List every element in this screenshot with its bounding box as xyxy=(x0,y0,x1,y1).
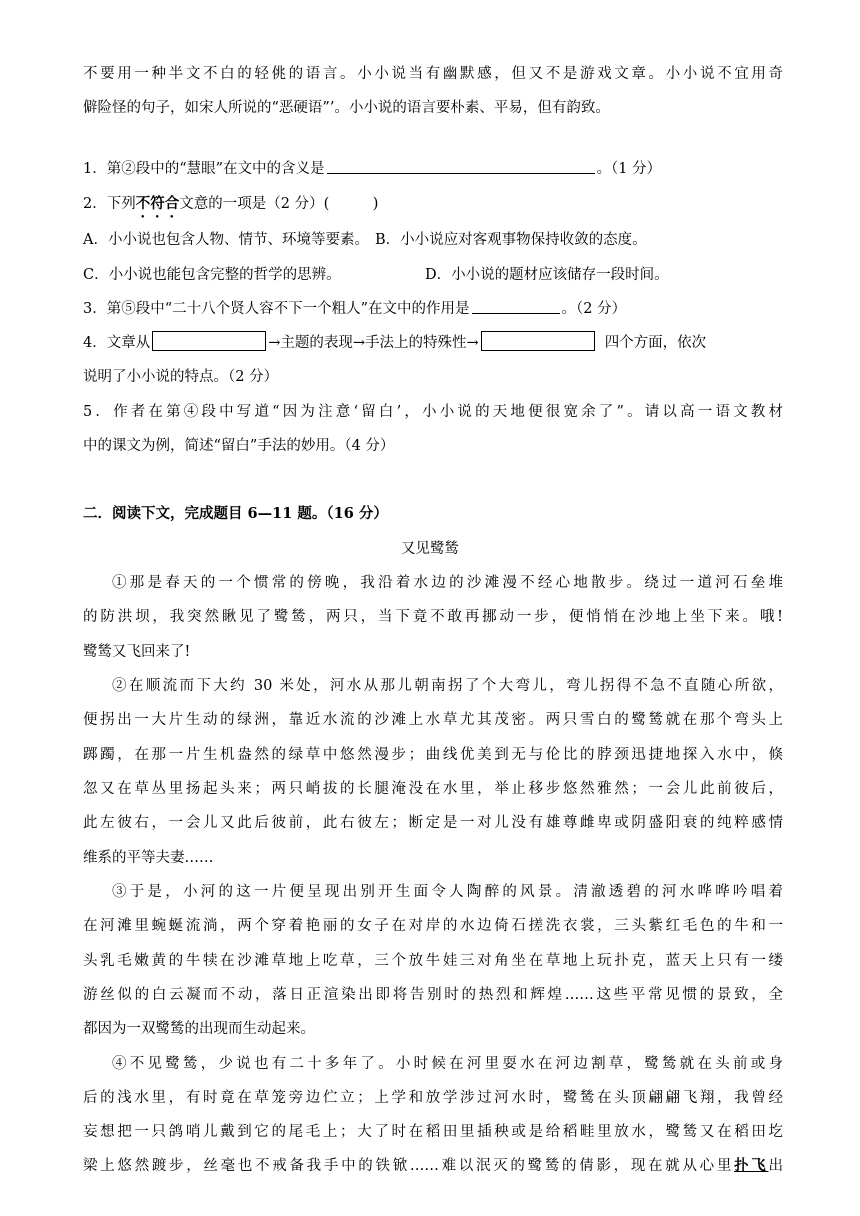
passage-line: 妄想把一只鸽哨儿戴到它的尾毛上；大了时在稻田里插秧或是给稻畦里放水，鹭鸶又在稻田圪 xyxy=(83,1124,783,1140)
question-1-text: 1．第②段中的“慧眼”在文中的含义是 xyxy=(83,161,325,177)
option-row-ab xyxy=(83,223,783,257)
passage-line: 游丝似的白云凝而不动，落日正渲染出即将告别时的热烈和辉煌……这些平常见惯的景致，全 xyxy=(83,987,783,1003)
option-c: C．小小说也能包含完整的哲学的思辨。 xyxy=(83,267,341,283)
question-4 xyxy=(83,326,783,360)
answer-blank-3[interactable] xyxy=(472,299,560,314)
passage-line: ④不见鹭鸶，少说也有二十多年了。小时候在河里耍水在河边割草，鹭鸶就在头前或身 xyxy=(112,1056,783,1072)
passage-line: 都因为一双鹭鸶的出现而生动起来。 xyxy=(83,1021,315,1037)
question-2-emphasis: 不符合 xyxy=(135,195,180,212)
question-3 xyxy=(83,292,783,326)
passage-line: 在河滩里蜿蜒流淌，两个穿着艳丽的女子在对岸的水边倚石搓洗衣裳，三头紫红毛色的牛和一 xyxy=(83,918,783,934)
passage-line: 便拐出一大片生动的绿洲，靠近水流的沙滩上水草尤其茂密。两只雪白的鹭鸶就在那个弯头上 xyxy=(83,712,783,728)
question-1 xyxy=(83,152,783,186)
option-d: D．小小说的题材应该储存一段时间。 xyxy=(425,267,669,283)
passage-line-last xyxy=(83,1149,783,1183)
passage-line: 鹭鸶又飞回来了! xyxy=(83,644,191,660)
question-3-text: 3．第⑤段中“二十八个贤人容不下一个粗人”在文中的作用是 xyxy=(83,301,470,317)
question-4-suffix: 四个方面，依次 xyxy=(604,335,707,351)
passage-line: ③于是，小河的这一片便呈现出别开生面令人陶醉的风景。清澈透碧的河水哗哗吟唱着 xyxy=(112,884,783,900)
question-5-line-1: 5．作者在第④段中写道“因为注意‘留白’，小小说的天地便很宽余了”。请以高一语文教材 xyxy=(83,404,783,420)
section-2-heading: 二．阅读下文，完成题目 6—11 题。（16 分） xyxy=(83,505,388,522)
question-4-middle: →主题的表现→手法上的特殊性→ xyxy=(268,335,479,351)
question-4-prefix: 4．文章从 xyxy=(83,335,151,351)
answer-box-4b[interactable] xyxy=(481,331,595,351)
question-3-score: 。（2 分） xyxy=(561,301,627,317)
answer-blank-1[interactable] xyxy=(327,159,595,174)
passage-line: ②在顺流而下大约 30 米处，河水从那儿朝南拐了个大弯儿，弯儿拐得不急不直随心所欲， xyxy=(112,678,783,694)
passage-line: 维系的平等夫妻…… xyxy=(83,850,214,866)
passage-line: ①那是春天的一个惯常的傍晚，我沿着水边的沙滩漫不经心地散步。绕过一道河石垒堆 xyxy=(112,575,783,591)
passage-line: 头乳毛嫩黄的牛犊在沙滩草地上吃草，三个放牛娃三对角坐在草地上玩扑克，蓝天上只有一缕 xyxy=(83,953,783,969)
question-2-prefix: 2．下列 xyxy=(83,196,136,212)
passage-line-last-end: 出 xyxy=(768,1158,784,1174)
passage-line: 的防洪坝，我突然瞅见了鹭鸶，两只，当下竟不敢再挪动一步，便悄悄在沙地上坐下来。哦! xyxy=(83,609,783,625)
option-row-cd xyxy=(83,258,783,292)
passage-title: 又见鹭鸶 xyxy=(401,541,459,557)
underlined-word: 扑飞 xyxy=(734,1157,769,1174)
passage-line: 此左彼右，一会儿又此后彼前，此右彼左；断定是一对儿没有雄尊雌卑或阴盛阳衰的纯粹感情 xyxy=(83,815,783,831)
intro-line-1: 不要用一种半文不白的轻佻的语言。小小说当有幽默感，但又不是游戏文章。小小说不宜用奇 xyxy=(83,66,783,82)
question-5-line-2: 中的课文为例，简述“留白”手法的妙用。（4 分） xyxy=(83,438,395,454)
option-a: A．小小说也包含人物、情节、环境等要素。 xyxy=(83,232,369,248)
option-b: B．小小说应对客观事物保持收敛的态度。 xyxy=(374,232,647,248)
passage-line: 忽又在草丛里扬起头来；两只峭拔的长腿淹没在水里，举止移步悠然雅然；一会儿此前彼后， xyxy=(83,781,783,797)
intro-line-2: 僻险怪的句子，如宋人所说的“恶硬语”’。小小说的语言要朴素、平易，但有韵致。 xyxy=(83,100,610,116)
answer-box-4a[interactable] xyxy=(152,331,266,351)
passage-line: 后的浅水里，有时竟在草笼旁边伫立；上学和放学涉过河水时，鹭鸶在头顶翩翩飞翔，我曾经 xyxy=(83,1090,783,1106)
question-2 xyxy=(83,187,783,221)
passage-line: 踯躅，在那一片生机盎然的绿草中悠然漫步；曲线优美到无与伦比的脖颈迅捷地探入水中，倏 xyxy=(83,747,783,763)
passage-line-last-text: 梁上悠然踱步，丝毫也不戒备我手中的铁锨……难以泯灭的鹭鸶的倩影，现在就从心里 xyxy=(83,1158,735,1174)
question-4-line-2: 说明了小小说的特点。（2 分） xyxy=(83,369,279,385)
question-2-suffix: 文意的一项是（2 分）( ) xyxy=(179,196,379,212)
question-1-score: 。（1 分） xyxy=(596,161,662,177)
